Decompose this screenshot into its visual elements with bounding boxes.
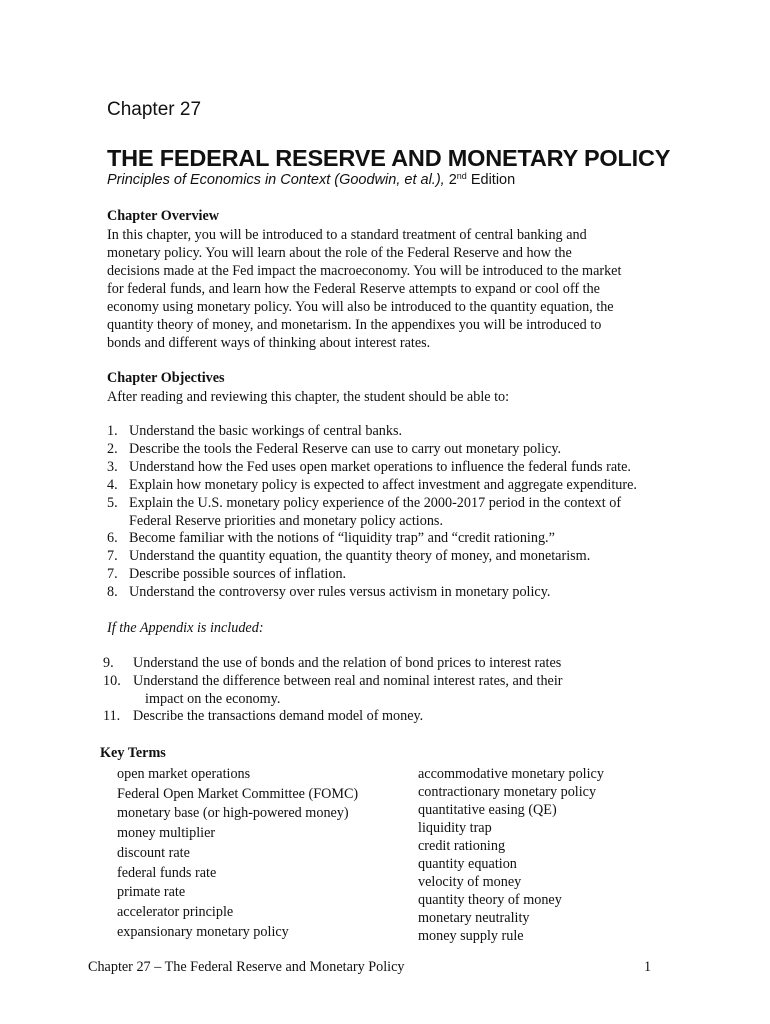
edition-number: 2 <box>448 172 457 188</box>
objective-number: 5. <box>107 494 118 511</box>
overview-line: economy using monetary policy. You will also be introduced to the quantity equation, the <box>107 299 614 315</box>
objective-number: 3. <box>107 458 118 475</box>
objective-text: Explain the U.S. monetary policy experience of the 2000-2017 period in the context of <box>129 494 622 511</box>
key-terms-right-column <box>418 765 604 945</box>
objective-item <box>107 423 637 441</box>
overview-line: monetary policy. You will learn about the role of the Federal Reserve and how the <box>107 245 572 261</box>
key-term: open market operations <box>117 766 251 782</box>
objectives-intro: After reading and reviewing this chapter, the student should be able to: <box>107 389 510 405</box>
book-reference: Principles of Economics in Context (Goodwin, et al.), <box>107 172 445 188</box>
objective-item <box>107 548 637 566</box>
key-term: quantity equation <box>418 856 517 872</box>
key-term: monetary base (or high-powered money) <box>117 805 349 822</box>
subtitle <box>107 172 515 188</box>
appendix-item <box>103 708 563 726</box>
appendix-text: Understand the use of bonds and the relation of bond prices to interest rates <box>133 655 562 671</box>
objective-item <box>107 530 637 548</box>
key-term: quantity theory of money <box>418 892 562 908</box>
key-terms-left-column <box>117 765 358 942</box>
objective-item <box>107 459 637 477</box>
chapter-label: Chapter 27 <box>107 99 202 120</box>
objective-item <box>107 495 637 513</box>
objective-text: Federal Reserve priorities and monetary policy actions. <box>129 512 443 529</box>
edition-superscript: nd <box>456 171 467 181</box>
objective-number: 8. <box>107 584 118 601</box>
overview-heading: Chapter Overview <box>107 208 220 224</box>
appendix-item <box>103 673 563 691</box>
objective-text: Describe the tools the Federal Reserve can use to carry out monetary policy. <box>129 440 562 457</box>
key-term: accelerator principle <box>117 903 234 920</box>
appendix-number: 9. <box>103 655 114 671</box>
key-terms-heading: Key Terms <box>100 745 166 761</box>
page-number: 1 <box>644 959 652 975</box>
objective-item <box>107 441 637 459</box>
appendix-text: impact on the economy. <box>145 690 281 707</box>
key-term: discount rate <box>117 844 190 861</box>
key-term: Federal Open Market Committee (FOMC) <box>117 785 359 802</box>
key-term: money supply rule <box>418 928 524 944</box>
objectives-list <box>107 423 637 602</box>
appendix-number: 11. <box>103 708 121 725</box>
objective-number: 4. <box>107 476 118 493</box>
appendix-item <box>103 655 563 673</box>
overview-line: for federal funds, and learn how the Federal Reserve attempts to expand or cool off the <box>107 281 600 297</box>
objective-number: 7. <box>107 566 118 583</box>
appendix-item-continuation <box>103 691 563 709</box>
key-term: contractionary monetary policy <box>418 784 597 800</box>
objective-text: Become familiar with the notions of “liquidity trap” and “credit rationing.” <box>129 530 555 547</box>
key-term: credit rationing <box>418 838 506 854</box>
objective-text: Understand how the Fed uses open market operations to influence the federal funds rate. <box>129 458 631 475</box>
objective-number: 1. <box>107 423 118 439</box>
appendix-text: Describe the transactions demand model of money. <box>133 708 424 725</box>
key-term: federal funds rate <box>117 864 217 881</box>
overview-line: quantity theory of money, and monetarism. In the appendixes you will be introduced to <box>107 317 602 333</box>
objective-text: Describe possible sources of inflation. <box>129 566 347 583</box>
objective-text: Explain how monetary policy is expected to affect investment and aggregate expenditure. <box>129 476 637 493</box>
key-term: primate rate <box>117 884 186 901</box>
appendix-number: 10. <box>103 672 121 689</box>
key-term: accommodative monetary policy <box>418 766 604 782</box>
objective-item-continuation <box>107 513 637 531</box>
overview-line: decisions made at the Fed impact the macroeconomy. You will be introduced to the market <box>107 263 622 279</box>
overview-paragraph <box>107 226 667 352</box>
key-term: quantitative easing (QE) <box>418 802 557 818</box>
page-title: THE FEDERAL RESERVE AND MONETARY POLICY <box>107 145 671 171</box>
key-term: liquidity trap <box>418 820 492 836</box>
key-term: money multiplier <box>117 825 216 842</box>
key-term: monetary neutrality <box>418 910 530 926</box>
objective-text: Understand the quantity equation, the quantity theory of money, and monetarism. <box>129 548 591 565</box>
objective-number: 2. <box>107 440 118 457</box>
edition-word: Edition <box>470 172 516 188</box>
objective-text: Understand the basic workings of central banks. <box>129 423 403 439</box>
objectives-heading: Chapter Objectives <box>107 370 225 386</box>
objective-item <box>107 566 637 584</box>
overview-line: bonds and different ways of thinking about interest rates. <box>107 335 431 351</box>
key-term: expansionary monetary policy <box>117 923 289 940</box>
objective-item <box>107 584 637 602</box>
footer-text: Chapter 27 – The Federal Reserve and Monetary Policy <box>88 959 405 975</box>
overview-line: In this chapter, you will be introduced to a standard treatment of central banking and <box>107 227 587 243</box>
key-term: velocity of money <box>418 874 522 890</box>
objective-number: 7. <box>107 548 118 565</box>
objective-item <box>107 477 637 495</box>
appendix-objectives-list <box>103 655 563 726</box>
appendix-note: If the Appendix is included: <box>107 620 264 636</box>
appendix-text: Understand the difference between real and nominal interest rates, and their <box>133 672 563 689</box>
objective-number: 6. <box>107 530 118 547</box>
objective-text: Understand the controversy over rules versus activism in monetary policy. <box>129 584 551 601</box>
